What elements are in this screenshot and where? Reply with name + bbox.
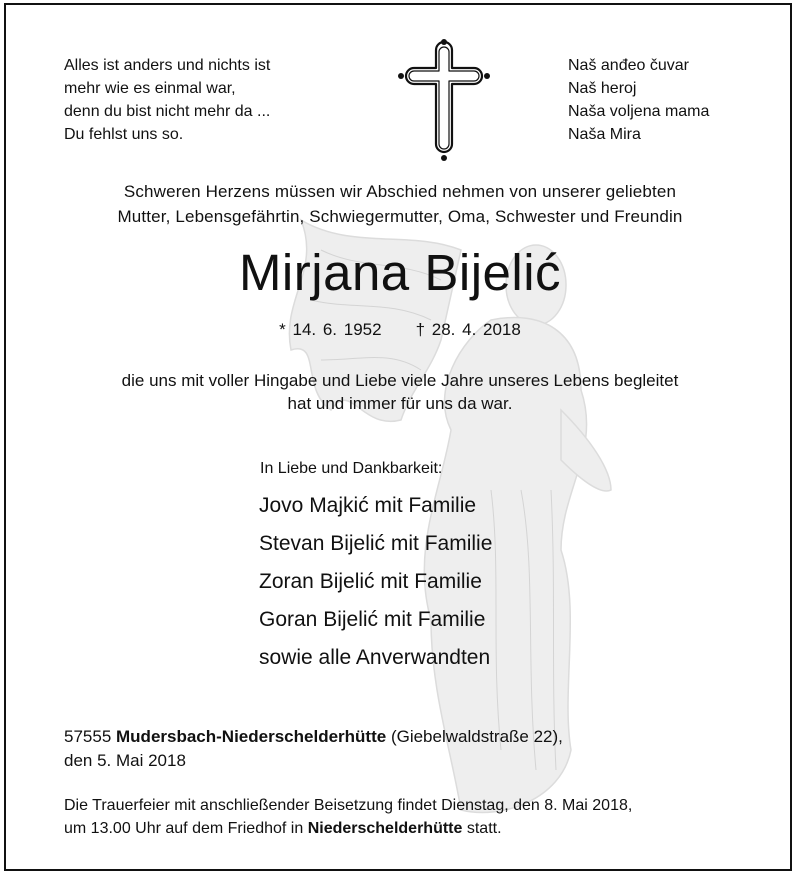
postcode: 57555 — [64, 727, 112, 746]
funeral-line — [64, 817, 632, 840]
thanks-heading: In Liebe und Dankbarkeit: — [260, 460, 443, 477]
address-block — [64, 725, 563, 773]
poem-serbian — [568, 54, 709, 146]
mourner: Zoran Bijelić mit Familie — [259, 570, 482, 593]
poem-line: denn du bist nicht mehr da ... — [64, 103, 271, 120]
deceased-name: Mirjana Bijelić — [238, 244, 562, 301]
mourner: Stevan Bijelić mit Familie — [259, 532, 493, 555]
mourner: Jovo Majkić mit Familie — [259, 494, 477, 517]
birth-date: * 14. 6. 1952 — [279, 320, 382, 339]
funeral-end: statt. — [466, 820, 502, 837]
intro-text — [8, 179, 792, 229]
dedication-text — [8, 369, 792, 415]
mourner: Goran Bijelić mit Familie — [259, 608, 486, 631]
place: Mudersbach-Niederschelderhütte — [116, 727, 387, 746]
poem-line: Alles ist anders und nichts ist — [64, 57, 271, 74]
mourner: sowie alle Anverwandten — [259, 646, 491, 669]
funeral-line: Die Trauerfeier mit anschließender Beisetzung findet Dienstag, den 8. Mai 2018, — [64, 797, 633, 814]
death-date: † 28. 4. 2018 — [415, 320, 521, 339]
poem-line: Naš heroj — [568, 80, 637, 97]
notice-date: den 5. Mai 2018 — [64, 751, 186, 770]
obituary-frame — [4, 3, 792, 871]
poem-line: Naša Mira — [568, 126, 641, 143]
poem-german — [64, 54, 270, 146]
dedication-line: hat und immer für uns da war. — [287, 394, 513, 413]
poem-line: Naša voljena mama — [568, 103, 710, 120]
poem-line: mehr wie es einmal war, — [64, 80, 236, 97]
cross-icon — [390, 36, 498, 164]
intro-line: Mutter, Lebensgefährtin, Schwiegermutter, Oma, Schwester und Freundin — [117, 207, 683, 226]
street: (Giebelwaldstraße 22), — [390, 727, 563, 746]
funeral-time: um 13.00 Uhr auf dem Friedhof in — [64, 820, 304, 837]
intro-line: Schweren Herzens müssen wir Abschied nehmen von unserer geliebten — [123, 182, 677, 201]
life-dates — [8, 318, 792, 342]
funeral-info — [64, 794, 632, 840]
poem-line: Du fehlst uns so. — [64, 126, 184, 143]
poem-line: Naš anđeo čuvar — [568, 57, 689, 74]
funeral-place: Niederschelderhütte — [307, 820, 463, 837]
mourners-list — [259, 492, 492, 682]
address-line — [64, 725, 563, 749]
dedication-line: die uns mit voller Hingabe und Liebe viele Jahre unseres Lebens begleitet — [121, 371, 679, 390]
